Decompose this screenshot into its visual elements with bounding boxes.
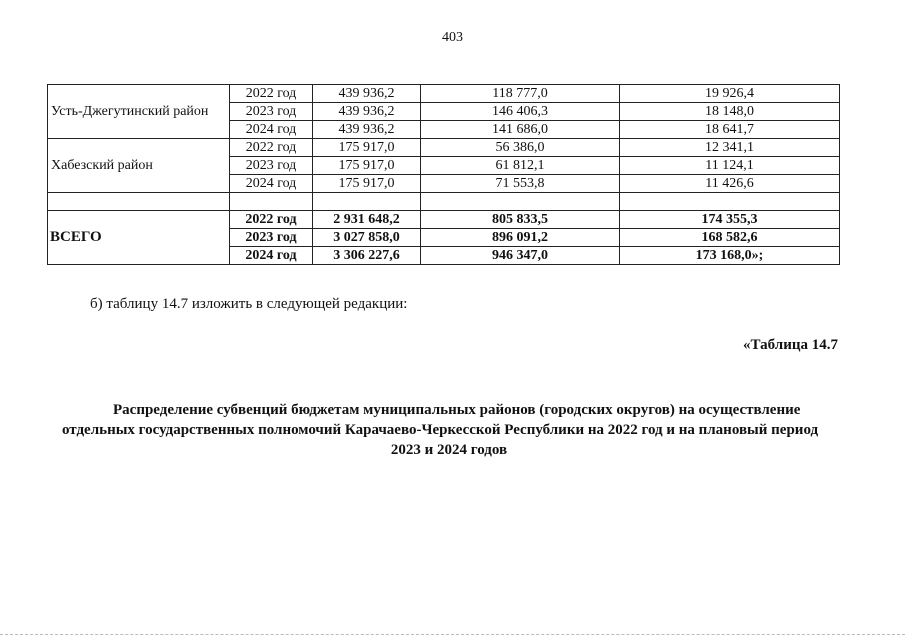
year-cell: 2022 год	[230, 139, 313, 157]
value-cell: 2 931 648,2	[313, 211, 421, 229]
year-cell: 2023 год	[230, 103, 313, 121]
table-row	[48, 85, 840, 103]
year-cell: 2024 год	[230, 121, 313, 139]
year-cell: 2023 год	[230, 229, 313, 247]
value-cell: 168 582,6	[620, 229, 840, 247]
value-cell: 3 027 858,0	[313, 229, 421, 247]
value-cell: 946 347,0	[421, 247, 620, 265]
amendment-instruction: б) таблицу 14.7 изложить в следующей редакции:	[90, 296, 408, 312]
empty-cell	[620, 193, 840, 211]
empty-cell	[421, 193, 620, 211]
empty-cell	[48, 193, 230, 211]
value-cell: 173 168,0»;	[620, 247, 840, 265]
value-cell: 439 936,2	[313, 121, 421, 139]
total-row	[48, 211, 840, 229]
heading-line: 2023 и 2024 годов	[390, 442, 508, 458]
year-cell: 2022 год	[230, 85, 313, 103]
page-number: 403	[442, 30, 463, 45]
value-cell: 174 355,3	[620, 211, 840, 229]
empty-cell	[313, 193, 421, 211]
value-cell: 896 091,2	[421, 229, 620, 247]
year-cell: 2024 год	[230, 175, 313, 193]
value-cell: 3 306 227,6	[313, 247, 421, 265]
value-cell: 175 917,0	[313, 139, 421, 157]
value-cell: 19 926,4	[620, 85, 840, 103]
table-heading	[50, 400, 840, 460]
heading-line: отдельных государственных полномочий Карачаево-Черкесской Республики на 2022 год и на плановый период	[62, 422, 819, 438]
year-cell: 2024 год	[230, 247, 313, 265]
value-cell: 175 917,0	[313, 175, 421, 193]
value-cell: 439 936,2	[313, 85, 421, 103]
value-cell: 12 341,1	[620, 139, 840, 157]
value-cell: 56 386,0	[421, 139, 620, 157]
value-cell: 805 833,5	[421, 211, 620, 229]
value-cell: 18 641,7	[620, 121, 840, 139]
value-cell: 118 777,0	[421, 85, 620, 103]
empty-cell	[230, 193, 313, 211]
year-cell: 2023 год	[230, 157, 313, 175]
heading-line: Распределение субвенций бюджетам муниципальных районов (городских округов) на осуществление	[113, 402, 801, 418]
value-cell: 146 406,3	[421, 103, 620, 121]
table-row	[48, 139, 840, 157]
table-row-empty	[48, 193, 840, 211]
value-cell: 18 148,0	[620, 103, 840, 121]
value-cell: 61 812,1	[421, 157, 620, 175]
year-cell: 2022 год	[230, 211, 313, 229]
subvention-table	[47, 84, 840, 265]
page-edge-divider	[0, 634, 905, 635]
table-caption: «Таблица 14.7	[743, 337, 838, 353]
value-cell: 439 936,2	[313, 103, 421, 121]
total-label: ВСЕГО	[48, 211, 230, 265]
value-cell: 11 124,1	[620, 157, 840, 175]
value-cell: 175 917,0	[313, 157, 421, 175]
region-name: Усть-Джегутинский район	[48, 85, 230, 139]
region-name: Хабезский район	[48, 139, 230, 193]
value-cell: 71 553,8	[421, 175, 620, 193]
value-cell: 141 686,0	[421, 121, 620, 139]
value-cell: 11 426,6	[620, 175, 840, 193]
